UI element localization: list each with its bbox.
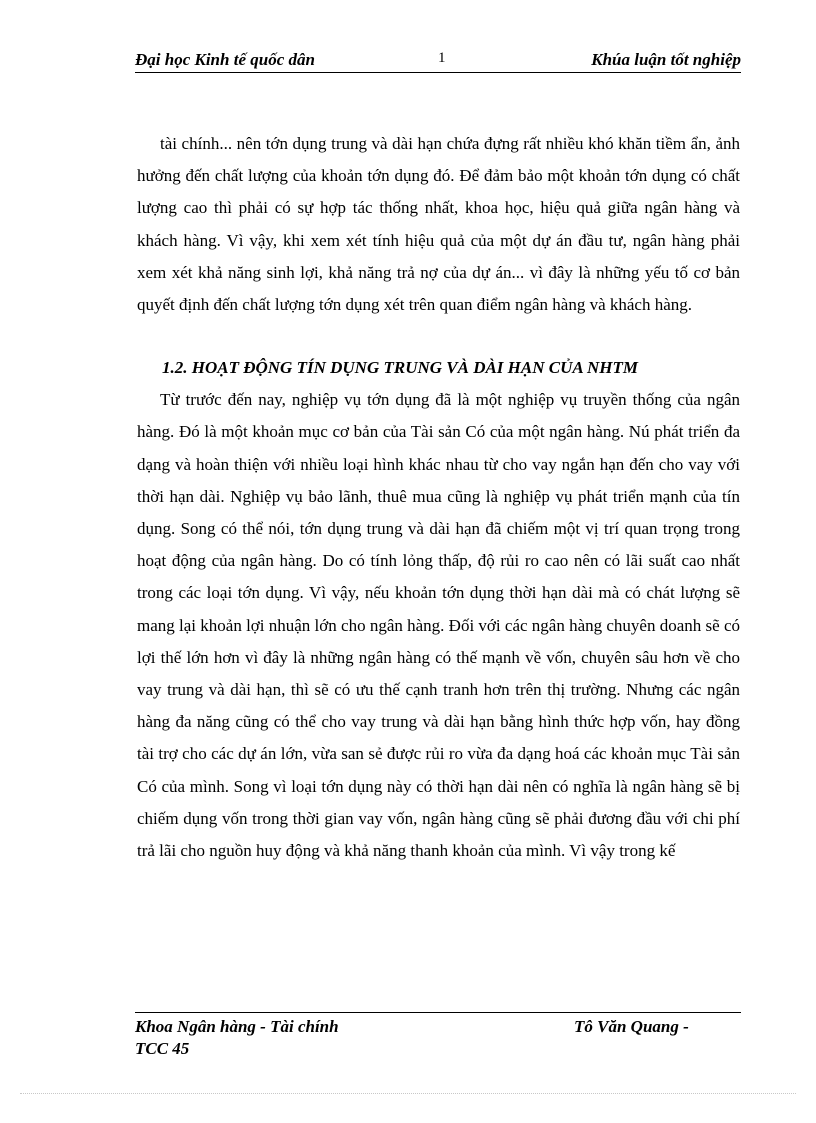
footer-class: TCC 45 [135, 1039, 190, 1058]
header-university: Đại học Kinh tế quốc dân [135, 50, 315, 69]
page-bottom-border [20, 1093, 796, 1094]
footer-faculty: Khoa Ngân hàng - Tài chính [135, 1017, 339, 1036]
body-text [137, 128, 740, 867]
section-heading: 1.2. HOẠT ĐỘNG TÍN DỤNG TRUNG VÀ DÀI HẠN CỦA NHTM [162, 358, 639, 378]
footer-divider [135, 1012, 741, 1013]
page-number: 1 [438, 50, 446, 66]
paragraph-1: tài chính... nên tớn dụng trung và dài hạn chứa đựng rất nhiều khó khăn tiềm ẩn, ảnh hưởng đến chất lượng của khoản tớn dụng đó. Để đảm bảo một khoản tớn dụng có chất lượng cao thì phải có sự hợp tác thống nhất, khoa học, hiệu quả giữa ngân hàng và khách hàng. Vì vậy, khi xem xét tính hiệu quả của một dự án đầu tư, ngân hàng phải xem xét khả năng sinh lợi, khả năng trả nợ của dự án... vì đây là những yếu tố cơ bản quyết định đến chất lượng tớn dụng xét trên quan điểm ngân hàng và khách hàng. [137, 134, 740, 315]
header-thesis-title: Khúa luận tốt nghiệp [591, 50, 741, 69]
page-header [135, 48, 741, 73]
paragraph-2: Từ trước đến nay, nghiệp vụ tớn dụng đã là một nghiệp vụ truyền thống của ngân hàng. Đó là một khoản mục cơ bản của Tài sản Có của một ngân hàng. Nú phát triển đa dạng và hoàn thiện với nhiều loại hình khác nhau từ cho vay ngắn hạn đến cho vay với thời hạn dài. Nghiệp vụ bảo lãnh, thuê mua cũng là nghiệp vụ phát triển mạnh của tín dụng. Song có thể nói, tớn dụng trung và dài hạn đã chiếm một vị trí quan trọng trong hoạt động của ngân hàng. Do có tính lỏng thấp, độ rủi ro cao nên có lãi suất cao nhất trong các loại tớn dụng. Vì vậy, nếu khoản tớn dụng thời hạn dài mà có chát lượng sẽ mang lại khoản lợi nhuận lớn cho ngân hàng. Đối với các ngân hàng chuyên doanh sẽ có lợi thế lớn hơn vì đây là những ngân hàng có thế mạnh về vốn, chuyên sâu hơn về cho vay trung và dài hạn, thì sẽ có ưu thế cạnh tranh hơn trên thị trường. Nhưng các ngân hàng đa năng cũng có thể cho vay trung và dài hạn bằng hình thức hợp vốn, hay đồng tài trợ cho các dự án lớn, vừa san sẻ được rủi ro vừa đa dạng hoá các khoản mục Tài sản Có của mình. Song vì loại tớn dụng này có thời hạn dài nên có nghĩa là ngân hàng sẽ bị chiếm dụng vốn trong thời gian vay vốn, ngân hàng cũng sẽ phải đương đầu với chi phí trả lãi cho nguồn huy động và khả năng thanh khoản của mình. Vì vậy trong kế [137, 390, 740, 861]
footer-author: Tô Văn Quang - [574, 1017, 689, 1036]
